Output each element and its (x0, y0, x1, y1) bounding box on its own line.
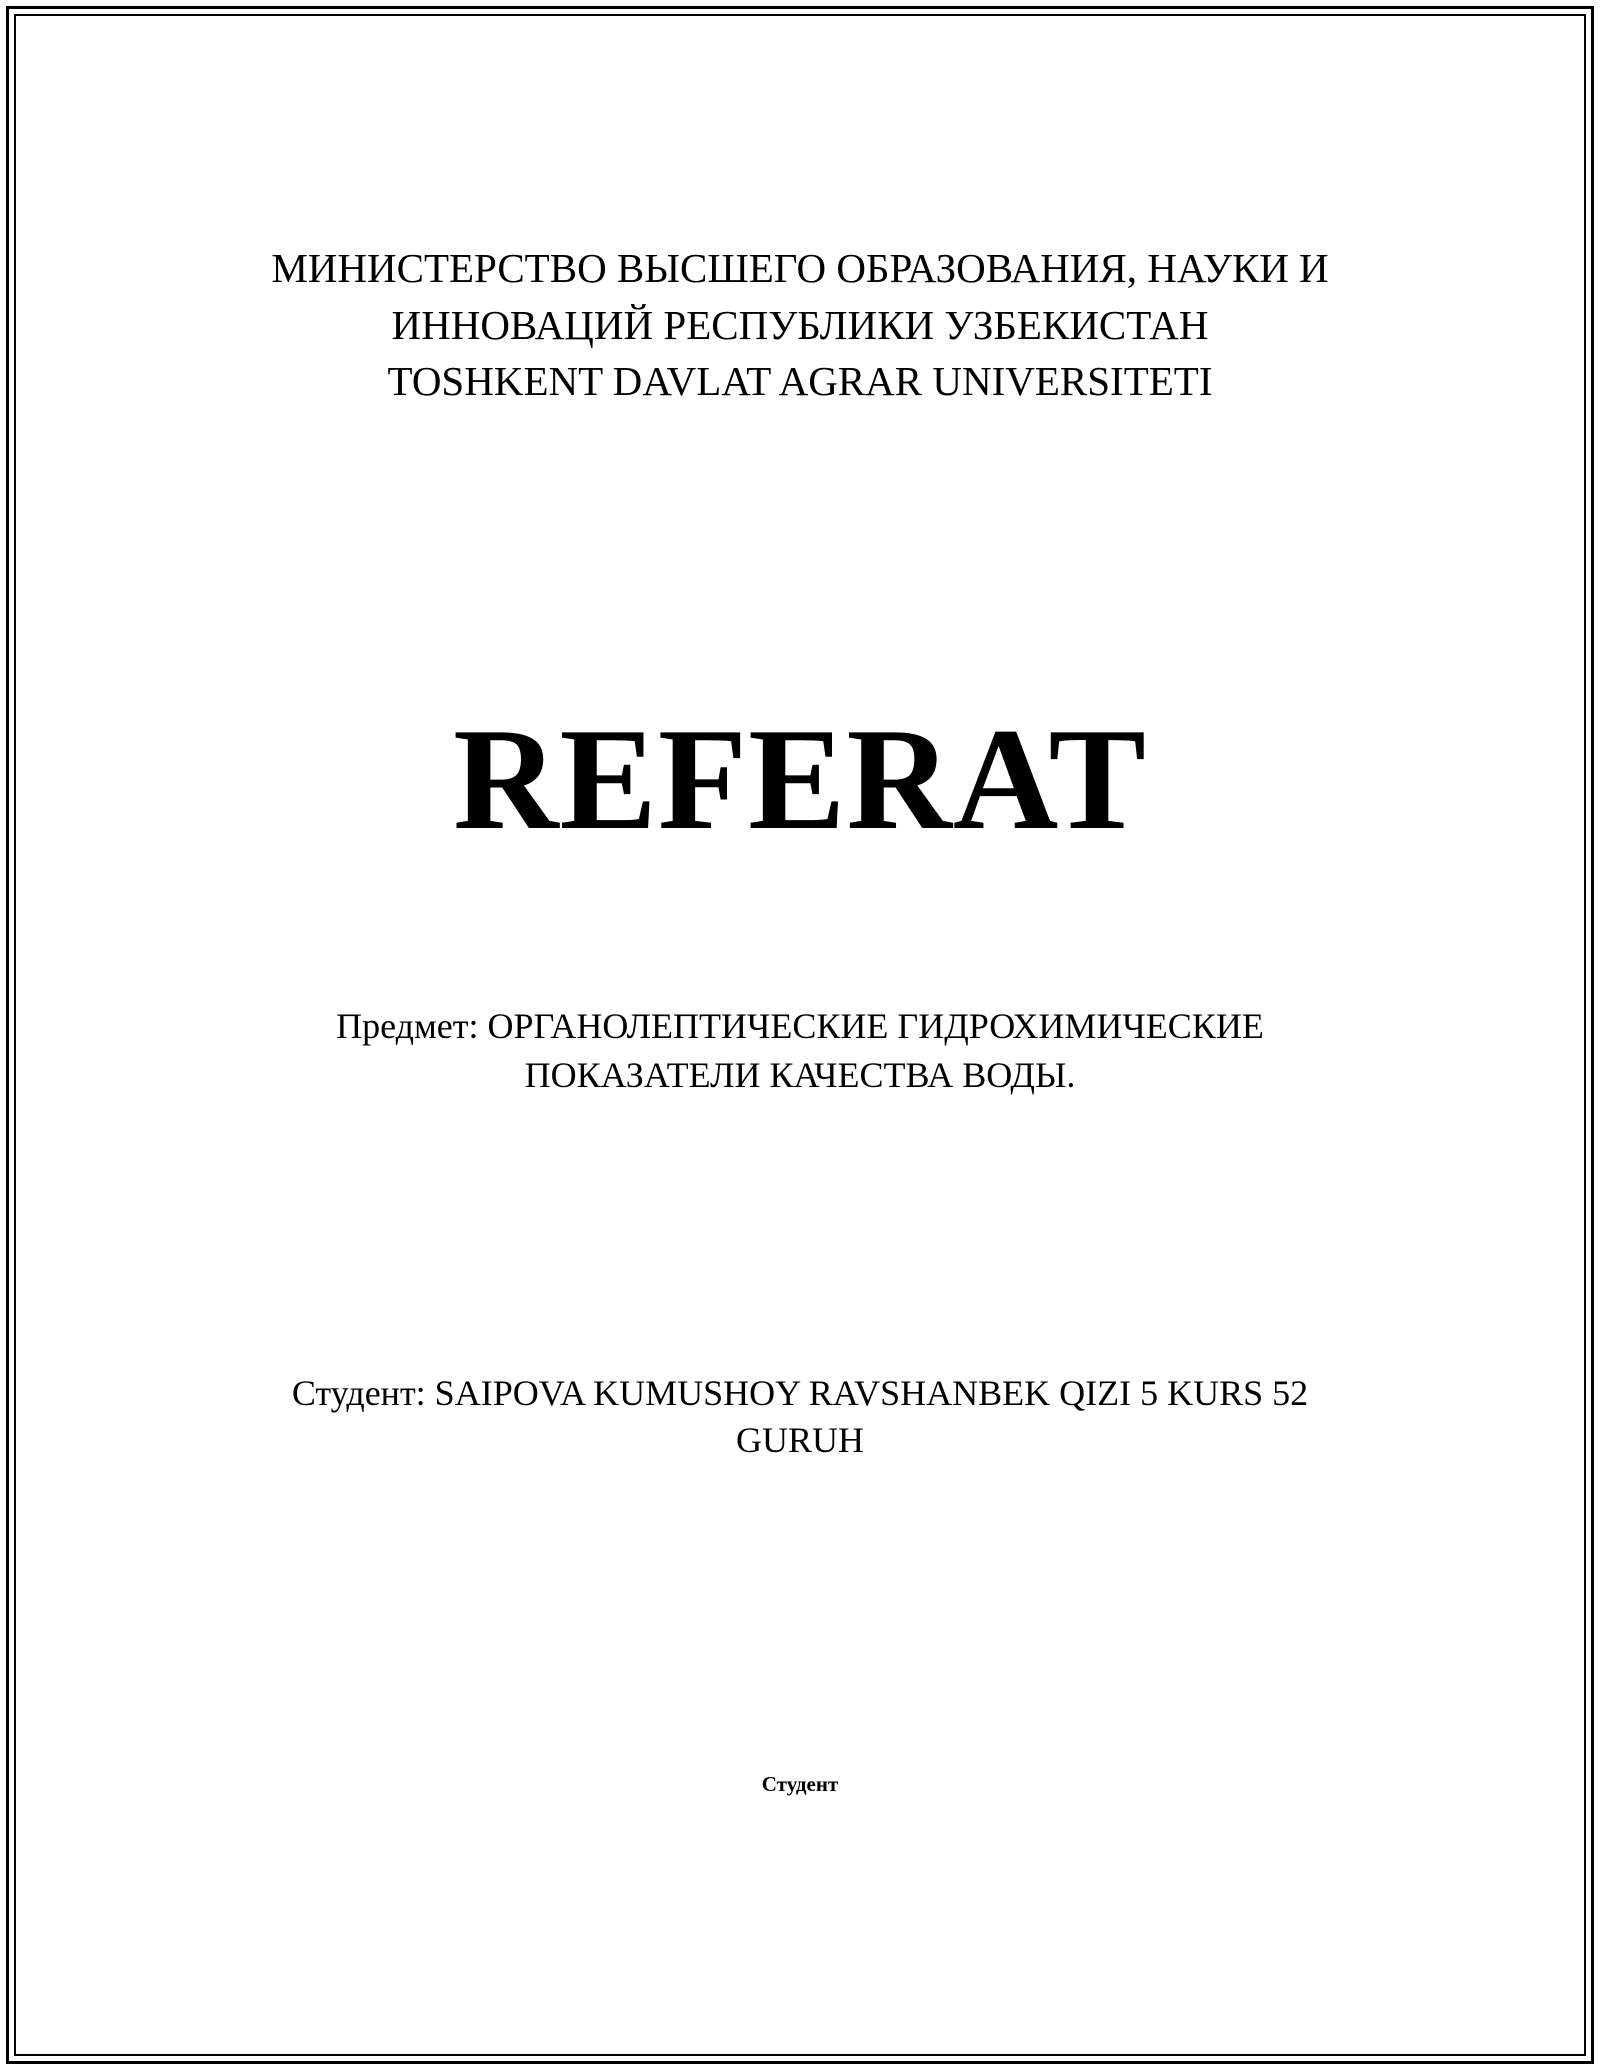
footer-student-label: Студент (761, 1772, 839, 1796)
ministry-line-1: МИНИСТЕРСТВО ВЫСШЕГО ОБРАЗОВАНИЯ, НАУКИ И (271, 245, 1329, 291)
student-line-2: GURUH (735, 1420, 864, 1460)
university-name: TOSHKENT DAVLAT AGRAR UNIVERSITETI (387, 358, 1213, 404)
ministry-line-2: ИННОВАЦИЙ РЕСПУБЛИКИ УЗБЕКИСТАН (391, 302, 1209, 348)
subject-line-1: Предмет: ОРГАНОЛЕПТИЧЕСКИЕ ГИДРОХИМИЧЕСКИЕ (336, 1006, 1264, 1046)
student-line-1: Студент: SAIPOVA KUMUSHOY RAVSHANBEK QIZI 5 KURS 52 (291, 1373, 1309, 1413)
subject-line-2: ПОКАЗАТЕЛИ КАЧЕСТВА ВОДЫ. (524, 1055, 1076, 1095)
document-title: REFERAT (453, 698, 1147, 860)
